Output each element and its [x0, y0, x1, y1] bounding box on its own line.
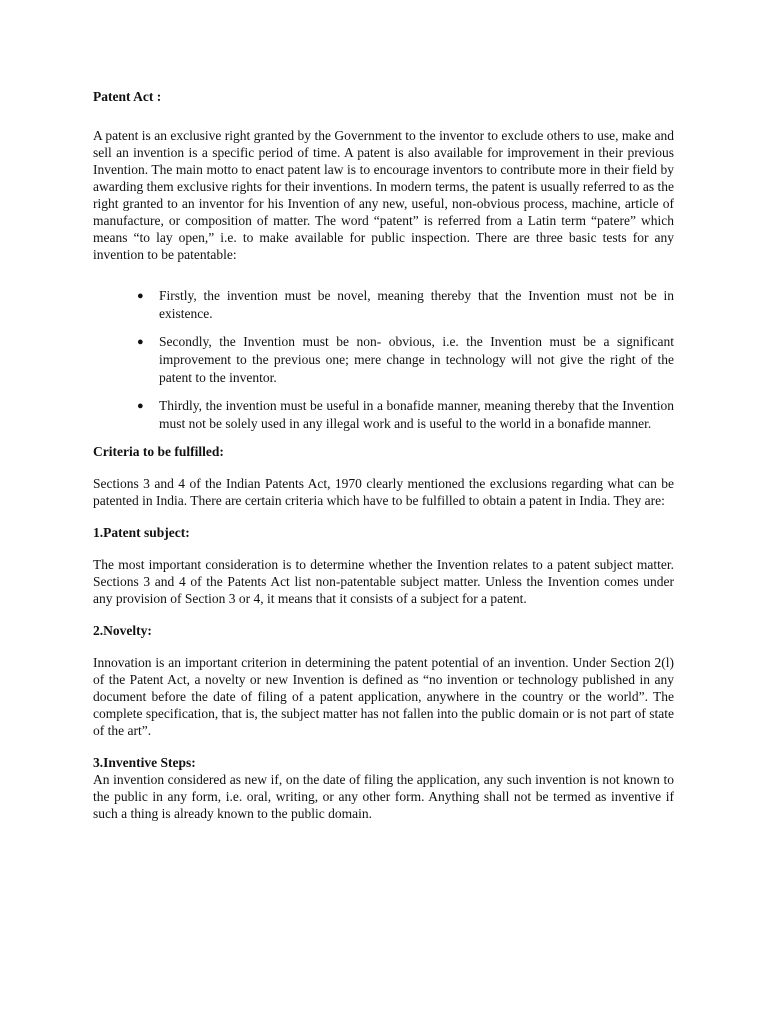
list-item [137, 333, 674, 387]
bullet-icon: ● [137, 336, 144, 348]
inventive-steps-heading: 3.Inventive Steps: [93, 755, 196, 770]
list-item [137, 397, 674, 433]
novelty-paragraph: Innovation is an important criterion in determining the patent potential of an invention. Under Section 2(l) of the Patent Act, a novelty or new Invention is defined as “no invention or technology published in any document before the date of filing of a patent application, anywhere in the country or the world”. The complete specification, that is, the subject matter has not fallen into the public domain or is not part of state of the art”. [93, 655, 674, 738]
list-item-text: Thirdly, the invention must be useful in a bonafide manner, meaning thereby that the Invention must not be solely used in any illegal work and is useful to the world in a bonafide manner. [159, 398, 674, 431]
bullet-icon: ● [137, 290, 144, 302]
criteria-heading: Criteria to be fulfilled: [93, 444, 224, 459]
intro-paragraph: A patent is an exclusive right granted by the Government to the inventor to exclude others to use, make and sell an invention is a specific period of time. A patent is also available for improvement in their previous Invention. The main motto to enact patent law is to encourage inventors to contribute more in their field by awarding them exclusive rights for their inventions. In modern terms, the patent is usually referred to as the right granted to an inventor for his Invention of any new, useful, non-obvious process, machine, article of manufacture, or composition of matter. The word “patent” is referred from a Latin term “patere” which means “to lay open,” i.e. to make available for public inspection. There are three basic tests for any invention to be patentable: [93, 128, 674, 262]
patent-subject-heading: 1.Patent subject: [93, 525, 190, 540]
criteria-paragraph: Sections 3 and 4 of the Indian Patents Act, 1970 clearly mentioned the exclusions regarding what can be patented in India. There are certain criteria which have to be fulfilled to obtain a patent in India. They are: [93, 476, 674, 508]
inventive-steps-paragraph: An invention considered as new if, on the date of filing the application, any such invention is not known to the public in any form, i.e. oral, writing, or any other form. Anything shall not be termed as inventive if such a thing is already known to the public domain. [93, 772, 674, 821]
novelty-heading: 2.Novelty: [93, 623, 152, 638]
patent-subject-paragraph: The most important consideration is to determine whether the Invention relates to a patent subject matter. Sections 3 and 4 of the Patents Act list non-patentable subject matter. Unless the Invention comes under any provision of Section 3 or 4, it means that it consists of a subject for a patent. [93, 557, 674, 606]
patentability-tests-list [93, 287, 674, 433]
bullet-icon: ● [137, 400, 144, 412]
list-item-text: Secondly, the Invention must be non- obvious, i.e. the Invention must be a significant improvement to the previous one; mere change in technology will not give the right of the patent to the inventor. [159, 334, 674, 385]
list-item-text: Firstly, the invention must be novel, meaning thereby that the Invention must not be in existence. [159, 288, 674, 321]
document-title: Patent Act : [93, 89, 162, 104]
list-item [137, 287, 674, 323]
